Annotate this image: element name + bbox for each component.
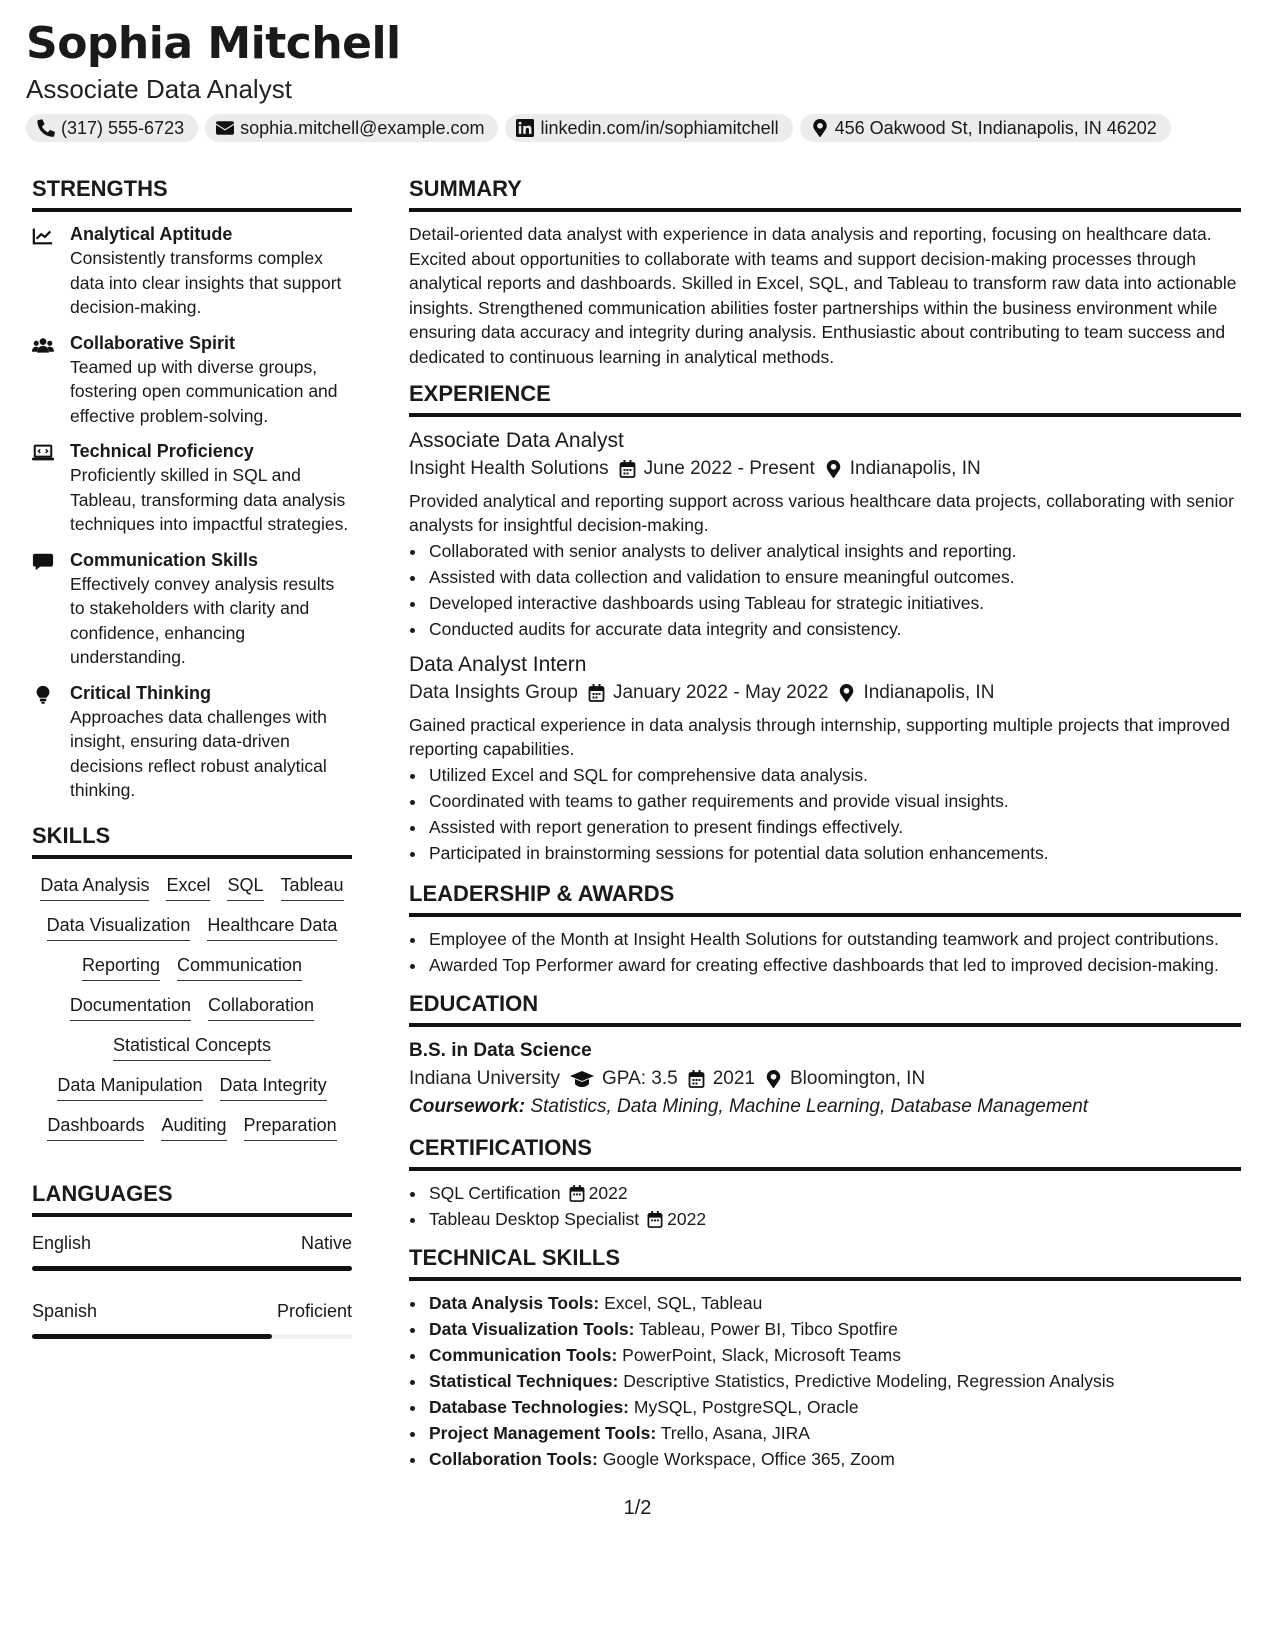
technical-skill-value: MySQL, PostgreSQL, Oracle xyxy=(633,1397,859,1417)
education-degree: B.S. in Data Science xyxy=(409,1040,592,1061)
leadership-bullet: • Employee of the Month at Insight Health Solutions for outstanding teamwork and project contributions. xyxy=(427,927,1241,951)
phone-chip[interactable] xyxy=(26,114,198,142)
linkedin-text: linkedin.com/in/sophiamitchell xyxy=(540,117,779,138)
job-company: Data Insights Group xyxy=(409,682,578,703)
calendar-icon xyxy=(619,460,636,478)
calendar-icon xyxy=(647,1211,663,1228)
job-bullet: • Participated in brainstorming sessions for potential data solution enhancements. xyxy=(427,841,1241,865)
job-bullets xyxy=(409,539,1241,641)
technical-skill-value: Descriptive Statistics, Predictive Modeling, Regression Analysis xyxy=(623,1371,1115,1391)
language-proficiency-fill xyxy=(32,1334,272,1339)
strength-desc: Approaches data challenges with insight, ensuring data-driven decisions reflect robust analytical thinking. xyxy=(70,706,327,800)
technical-skill-item xyxy=(427,1291,1241,1315)
strength-item xyxy=(32,222,352,320)
calendar-icon xyxy=(569,1185,585,1202)
technical-skill-item xyxy=(427,1343,1241,1367)
technical-skill-item xyxy=(427,1369,1241,1393)
map-pin-icon xyxy=(825,460,842,478)
skill-tag: Healthcare Data xyxy=(207,913,337,941)
page-number: 1/2 xyxy=(623,1497,652,1519)
job-bullet: • Assisted with report generation to present findings effectively. xyxy=(427,815,1241,839)
job-title: Associate Data Analyst xyxy=(409,429,624,452)
email-chip[interactable] xyxy=(205,114,498,142)
phone-icon xyxy=(37,119,55,137)
strength-item xyxy=(32,548,352,670)
skill-tag: Statistical Concepts xyxy=(113,1033,271,1061)
coursework-label: Coursework: xyxy=(409,1096,526,1117)
education-school: Indiana University xyxy=(409,1068,561,1089)
strength-desc: Teamed up with diverse groups, fostering open communication and effective problem-solving. xyxy=(70,356,338,426)
skills-list xyxy=(32,869,352,1141)
language-proficiency-fill xyxy=(32,1266,352,1271)
language-level: Proficient xyxy=(276,1300,352,1321)
education-entry xyxy=(409,1037,1241,1121)
job-company: Insight Health Solutions xyxy=(409,458,609,479)
skill-tag: Documentation xyxy=(70,993,191,1021)
strength-title: Collaborative Spirit xyxy=(70,332,236,353)
strength-desc: Effectively convey analysis results to stakeholders with clarity and confidence, enhancing understanding. xyxy=(70,573,335,667)
strength-title: Technical Proficiency xyxy=(70,441,254,461)
technical-skill-label: Project Management Tools: xyxy=(429,1423,657,1443)
skill-tag: Auditing xyxy=(161,1113,226,1141)
job-title: Data Analyst Intern xyxy=(409,653,587,676)
language-name: English xyxy=(32,1232,92,1253)
contact-bar xyxy=(26,114,1171,142)
experience-heading: EXPERIENCE xyxy=(409,383,1241,417)
skill-tag: Data Visualization xyxy=(47,913,191,941)
technical-skill-label: Collaboration Tools: xyxy=(429,1449,598,1469)
job-location: Indianapolis, IN xyxy=(863,682,995,703)
job-location: Indianapolis, IN xyxy=(849,458,981,479)
technical-skill-value: Excel, SQL, Tableau xyxy=(604,1293,763,1313)
technical-skill-label: Database Technologies: xyxy=(429,1397,630,1417)
job-bullets xyxy=(409,763,1241,865)
technical-skill-value: Trello, Asana, JIRA xyxy=(660,1423,810,1443)
graduation-cap-icon xyxy=(570,1070,594,1088)
comment-icon xyxy=(32,552,54,572)
skill-tag: Tableau xyxy=(281,873,344,901)
skill-tag: Excel xyxy=(166,873,210,901)
technical-skills-heading: TECHNICAL SKILLS xyxy=(409,1247,1241,1281)
job-bullet: • Coordinated with teams to gather requirements and provide visual insights. xyxy=(427,789,1241,813)
phone-text: (317) 555-6723 xyxy=(61,117,185,138)
certification-year: 2022 xyxy=(667,1209,707,1229)
linkedin-chip[interactable] xyxy=(505,114,792,142)
summary-heading: SUMMARY xyxy=(409,178,1241,212)
technical-skill-value: Google Workspace, Office 365, Zoom xyxy=(602,1449,895,1469)
skill-tag: Data Manipulation xyxy=(57,1073,202,1101)
skill-tag: Collaboration xyxy=(208,993,314,1021)
technical-skills-list xyxy=(409,1291,1241,1471)
leadership-bullet: • Awarded Top Performer award for creating effective dashboards that led to improved decision-making. xyxy=(427,953,1241,977)
language-proficiency-bar xyxy=(32,1334,352,1339)
strengths-heading: STRENGTHS xyxy=(32,178,352,212)
certifications-heading: CERTIFICATIONS xyxy=(409,1137,1241,1171)
candidate-title: Associate Data Analyst xyxy=(26,74,292,104)
language-item xyxy=(32,1231,352,1271)
technical-skill-item xyxy=(427,1395,1241,1419)
job-description: Provided analytical and reporting support across various healthcare data projects, collaborating with senior analysts for insightful decision-making. xyxy=(409,491,1234,535)
certifications-list xyxy=(409,1181,1241,1231)
technical-skill-label: Statistical Techniques: xyxy=(429,1371,619,1391)
job-bullet: • Developed interactive dashboards using Tableau for strategic initiatives. xyxy=(427,591,1241,615)
skill-tag: Data Integrity xyxy=(220,1073,327,1101)
certification-name: • Tableau Desktop Specialist xyxy=(429,1209,640,1229)
certification-item xyxy=(427,1181,1241,1205)
certification-year: 2022 xyxy=(588,1183,628,1203)
job-dates: June 2022 - Present xyxy=(643,458,815,479)
envelope-icon xyxy=(216,119,234,137)
languages-heading: LANGUAGES xyxy=(32,1183,352,1217)
summary-text: Detail-oriented data analyst with experience in data analysis and reporting, focusing on healthcare data. Excited about opportunities to collaborate with teams and support decision-making processes through analytical reports and dashboards. Skilled in Excel, SQL, and Tableau to transform raw data into actionable insights. Strengthened communication abilities foster partnerships within the business environment while ensuring data accuracy and integrity during analysis. Enthusiastic about contributing to team success and dedicated to continuous learning in analytical methods. xyxy=(409,224,1237,367)
skill-tag: Data Analysis xyxy=(40,873,149,901)
certification-item xyxy=(427,1207,1241,1231)
language-item xyxy=(32,1299,352,1339)
address-text: 456 Oakwood St, Indianapolis, IN 46202 xyxy=(834,117,1157,138)
technical-skill-item xyxy=(427,1447,1241,1471)
technical-skill-item xyxy=(427,1421,1241,1445)
strength-item xyxy=(32,331,352,429)
technical-skill-value: PowerPoint, Slack, Microsoft Teams xyxy=(622,1345,901,1365)
skill-tag: Preparation xyxy=(244,1113,337,1141)
chart-line-icon xyxy=(32,226,54,246)
users-icon xyxy=(32,335,54,355)
lightbulb-icon xyxy=(32,685,54,705)
job-bullet: • Conducted audits for accurate data integrity and consistency. xyxy=(427,617,1241,641)
job-bullet: • Assisted with data collection and validation to ensure meaningful outcomes. xyxy=(427,565,1241,589)
job-dates: January 2022 - May 2022 xyxy=(612,682,829,703)
strength-title: Communication Skills xyxy=(70,549,259,570)
technical-skill-label: Data Visualization Tools: xyxy=(429,1319,635,1339)
calendar-icon xyxy=(588,684,605,702)
language-proficiency-bar xyxy=(32,1266,352,1271)
job-bullet: • Utilized Excel and SQL for comprehensive data analysis. xyxy=(427,763,1241,787)
language-name: Spanish xyxy=(32,1300,98,1321)
technical-skill-value: Tableau, Power BI, Tibco Spotfire xyxy=(639,1319,898,1339)
strength-title: Analytical Aptitude xyxy=(70,224,233,244)
job-description: Gained practical experience in data analysis through internship, supporting multiple projects that improved reporting capabilities. xyxy=(409,715,1231,759)
job-bullet: • Collaborated with senior analysts to deliver analytical insights and reporting. xyxy=(427,539,1241,563)
leadership-bullets xyxy=(409,927,1241,977)
calendar-icon xyxy=(688,1070,705,1088)
coursework-list: Statistics, Data Mining, Machine Learning, Database Management xyxy=(530,1096,1089,1117)
technical-skill-label: Communication Tools: xyxy=(429,1345,618,1365)
technical-skill-item xyxy=(427,1317,1241,1341)
map-pin-icon xyxy=(765,1070,782,1088)
skill-tag: SQL xyxy=(227,873,263,901)
education-heading: EDUCATION xyxy=(409,993,1241,1027)
candidate-name: Sophia Mitchell xyxy=(26,18,401,69)
address-chip[interactable] xyxy=(800,114,1171,142)
language-level: Native xyxy=(300,1232,352,1253)
strength-item xyxy=(32,681,352,803)
certification-name: • SQL Certification xyxy=(429,1183,561,1203)
strength-item xyxy=(32,439,352,537)
strength-title: Critical Thinking xyxy=(70,682,212,703)
education-coursework xyxy=(409,1093,1241,1121)
left-column xyxy=(32,178,352,1367)
linkedin-icon xyxy=(516,119,534,137)
job-entry xyxy=(409,651,1241,865)
skill-tag: Communication xyxy=(177,953,302,981)
strength-desc: Consistently transforms complex data into clear insights that support decision-making. xyxy=(70,248,342,317)
leadership-heading: LEADERSHIP & AWARDS xyxy=(409,883,1241,917)
skill-tag: Reporting xyxy=(82,953,160,981)
skill-tag: Dashboards xyxy=(47,1113,144,1141)
right-column xyxy=(409,178,1241,1473)
skills-heading: SKILLS xyxy=(32,825,352,859)
education-gpa: GPA: 3.5 xyxy=(602,1068,678,1089)
education-location: Bloomington, IN xyxy=(790,1068,926,1089)
education-year: 2021 xyxy=(712,1068,755,1089)
map-pin-icon xyxy=(811,119,829,137)
email-text: sophia.mitchell@example.com xyxy=(240,117,485,138)
technical-skill-label: Data Analysis Tools: xyxy=(429,1293,600,1313)
job-entry xyxy=(409,427,1241,641)
map-pin-icon xyxy=(838,684,855,702)
laptop-code-icon xyxy=(32,443,54,463)
strength-desc: Proficiently skilled in SQL and Tableau, transforming data analysis techniques into impactful strategies. xyxy=(70,465,349,534)
